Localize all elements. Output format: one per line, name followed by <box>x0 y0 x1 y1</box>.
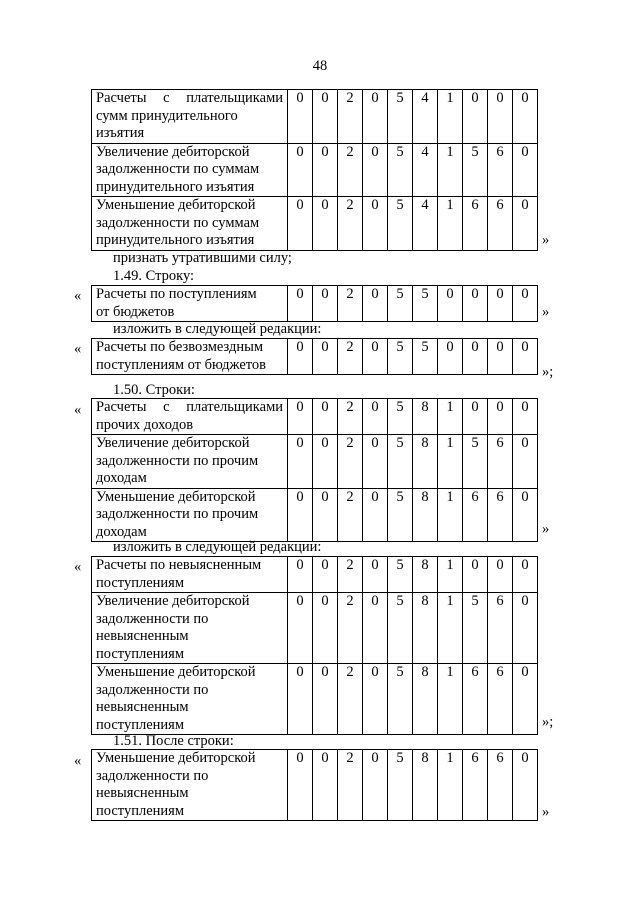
code-digit: 0 <box>288 664 313 735</box>
row-label-line: задолженности по прочим <box>96 506 259 522</box>
code-digit: 0 <box>313 557 338 593</box>
note-1-50: 1.50. Строки: <box>113 382 195 398</box>
code-digit: 0 <box>488 286 513 322</box>
code-digit: 5 <box>388 593 413 664</box>
open-quote-4: « <box>74 402 82 418</box>
code-digit: 0 <box>313 339 338 375</box>
code-digit: 0 <box>363 593 388 664</box>
code-table-2 <box>91 285 538 322</box>
code-digit: 6 <box>488 197 513 251</box>
row-label <box>92 664 288 735</box>
code-digit: 0 <box>438 339 463 375</box>
code-digit: 0 <box>513 143 538 197</box>
code-digit: 1 <box>438 750 463 821</box>
code-digit: 0 <box>488 90 513 144</box>
code-digit: 6 <box>488 593 513 664</box>
code-digit: 0 <box>313 593 338 664</box>
row-label-line: Увеличение дебиторской <box>96 435 250 451</box>
table-row <box>92 197 538 251</box>
table-row <box>92 143 538 197</box>
code-digit: 5 <box>388 435 413 489</box>
code-table-6 <box>91 749 538 821</box>
code-digit: 5 <box>388 339 413 375</box>
code-digit: 0 <box>363 90 388 144</box>
code-digit: 0 <box>513 488 538 542</box>
open-quote-2: « <box>74 288 82 304</box>
code-digit: 0 <box>363 399 388 435</box>
code-table-4 <box>91 398 538 542</box>
code-digit: 1 <box>438 557 463 593</box>
code-digit: 0 <box>313 286 338 322</box>
row-label-line: задолженности по <box>96 610 209 627</box>
code-digit: 5 <box>388 557 413 593</box>
code-digit: 6 <box>463 488 488 542</box>
code-digit: 0 <box>363 143 388 197</box>
row-label-line: задолженности по суммам <box>96 161 260 177</box>
page-number: 48 <box>312 58 328 74</box>
row-label-line: поступлениям <box>96 802 184 819</box>
code-digit: 0 <box>513 435 538 489</box>
code-table-5 <box>91 556 538 735</box>
row-label <box>92 750 288 821</box>
row-label-line: сумм принудительного <box>96 107 238 124</box>
code-digit: 0 <box>513 197 538 251</box>
note-new-edition-2: изложить в следующей редакции: <box>113 539 322 555</box>
open-quote-5: « <box>74 559 82 575</box>
code-digit: 0 <box>363 435 388 489</box>
row-label <box>92 399 288 435</box>
code-digit: 0 <box>363 750 388 821</box>
code-digit: 2 <box>338 399 363 435</box>
row-label-line: изъятия <box>96 125 145 141</box>
row-label-line: поступлениям от бюджетов <box>96 356 266 373</box>
code-digit: 5 <box>463 435 488 489</box>
code-digit: 4 <box>413 143 438 197</box>
row-label-line: поступлениям <box>96 716 184 733</box>
code-digit: 5 <box>388 664 413 735</box>
code-digit: 0 <box>513 90 538 144</box>
code-table-3 <box>91 338 538 375</box>
code-digit: 5 <box>388 399 413 435</box>
code-digit: 1 <box>438 90 463 144</box>
code-digit: 2 <box>338 339 363 375</box>
code-digit: 5 <box>463 143 488 197</box>
code-digit: 2 <box>338 286 363 322</box>
code-digit: 0 <box>513 286 538 322</box>
code-digit: 0 <box>513 750 538 821</box>
table-row <box>92 750 538 821</box>
code-digit: 2 <box>338 557 363 593</box>
close-quote-5: »; <box>542 714 554 730</box>
code-digit: 8 <box>413 750 438 821</box>
note-lost-force: признать утратившими силу; <box>113 250 292 266</box>
code-digit: 0 <box>288 197 313 251</box>
row-label-line: Расчеты по поступлениям <box>96 286 257 302</box>
code-digit: 0 <box>288 488 313 542</box>
row-label-line: принудительного изъятия <box>96 178 255 195</box>
code-digit: 0 <box>463 557 488 593</box>
code-digit: 1 <box>438 143 463 197</box>
row-label-line: невыясненным <box>96 699 189 715</box>
code-digit: 2 <box>338 143 363 197</box>
code-digit: 0 <box>313 399 338 435</box>
code-digit: 0 <box>513 339 538 375</box>
code-digit: 8 <box>413 435 438 489</box>
code-digit: 1 <box>438 435 463 489</box>
code-digit: 5 <box>388 488 413 542</box>
code-digit: 5 <box>388 750 413 821</box>
code-digit: 6 <box>488 435 513 489</box>
code-digit: 8 <box>413 593 438 664</box>
code-digit: 0 <box>288 557 313 593</box>
row-label-line: Уменьшение дебиторской <box>96 488 256 505</box>
row-label-line: задолженности по суммам <box>96 214 260 231</box>
code-digit: 0 <box>513 664 538 735</box>
row-label-line: поступлениям <box>96 574 184 591</box>
code-digit: 6 <box>488 750 513 821</box>
table-row <box>92 557 538 593</box>
code-digit: 0 <box>288 435 313 489</box>
close-quote-3: »; <box>542 364 554 380</box>
code-digit: 2 <box>338 90 363 144</box>
code-digit: 2 <box>338 488 363 542</box>
code-digit: 5 <box>388 143 413 197</box>
table-row <box>92 90 538 144</box>
code-digit: 8 <box>413 488 438 542</box>
code-digit: 6 <box>463 197 488 251</box>
code-digit: 0 <box>363 664 388 735</box>
open-quote-3: « <box>74 341 82 357</box>
row-label-line: доходам <box>96 470 147 486</box>
code-digit: 6 <box>463 664 488 735</box>
code-digit: 6 <box>488 143 513 197</box>
row-label-line: Уменьшение дебиторской <box>96 750 256 766</box>
code-digit: 0 <box>288 750 313 821</box>
table-row <box>92 286 538 322</box>
code-digit: 5 <box>388 286 413 322</box>
code-digit: 8 <box>413 557 438 593</box>
row-label-line: принудительного изъятия <box>96 232 255 248</box>
row-label-line: Увеличение дебиторской <box>96 593 250 609</box>
code-digit: 0 <box>463 90 488 144</box>
row-label <box>92 143 288 197</box>
code-digit: 0 <box>513 399 538 435</box>
close-quote-4: » <box>542 521 550 537</box>
row-label <box>92 286 288 322</box>
code-digit: 5 <box>463 593 488 664</box>
code-table-1 <box>91 89 538 251</box>
close-quote-1: » <box>542 232 550 248</box>
code-digit: 0 <box>288 399 313 435</box>
row-label <box>92 488 288 542</box>
code-digit: 0 <box>488 399 513 435</box>
code-digit: 6 <box>488 488 513 542</box>
close-quote-6: » <box>542 804 550 820</box>
code-digit: 0 <box>363 339 388 375</box>
table-row <box>92 593 538 664</box>
code-digit: 0 <box>288 143 313 197</box>
code-digit: 0 <box>288 593 313 664</box>
code-digit: 0 <box>313 664 338 735</box>
row-label-line: задолженности по <box>96 767 209 784</box>
row-label-line: Расчеты с плательщиками <box>96 90 283 106</box>
row-label-line: задолженности по прочим <box>96 452 259 469</box>
code-digit: 0 <box>363 488 388 542</box>
code-digit: 0 <box>288 339 313 375</box>
code-digit: 0 <box>438 286 463 322</box>
row-label-line: поступлениям <box>96 645 184 662</box>
code-digit: 0 <box>488 557 513 593</box>
open-quote-6: « <box>74 753 82 769</box>
row-label-line: Уменьшение дебиторской <box>96 664 256 680</box>
code-digit: 0 <box>488 339 513 375</box>
code-digit: 0 <box>463 286 488 322</box>
code-digit: 0 <box>463 399 488 435</box>
code-digit: 1 <box>438 399 463 435</box>
row-label <box>92 339 288 375</box>
row-label-line: невыясненным <box>96 785 189 801</box>
code-digit: 0 <box>313 488 338 542</box>
row-label-line: Расчеты по безвозмездным <box>96 339 264 355</box>
close-quote-2: » <box>542 304 550 320</box>
table-row <box>92 664 538 735</box>
code-digit: 4 <box>413 90 438 144</box>
code-digit: 1 <box>438 664 463 735</box>
row-label <box>92 557 288 593</box>
code-digit: 0 <box>313 197 338 251</box>
code-digit: 0 <box>463 339 488 375</box>
row-label-line: Уменьшение дебиторской <box>96 197 256 213</box>
code-digit: 6 <box>488 664 513 735</box>
code-digit: 5 <box>388 197 413 251</box>
code-digit: 0 <box>513 593 538 664</box>
code-digit: 1 <box>438 593 463 664</box>
code-digit: 0 <box>313 90 338 144</box>
table-row <box>92 435 538 489</box>
code-digit: 0 <box>313 750 338 821</box>
code-digit: 5 <box>413 339 438 375</box>
code-digit: 5 <box>413 286 438 322</box>
code-digit: 0 <box>363 286 388 322</box>
row-label-line: невыясненным <box>96 628 189 644</box>
code-digit: 8 <box>413 399 438 435</box>
code-digit: 2 <box>338 197 363 251</box>
row-label <box>92 197 288 251</box>
note-1-51: 1.51. После строки: <box>113 733 234 749</box>
row-label <box>92 435 288 489</box>
code-digit: 0 <box>288 90 313 144</box>
code-digit: 8 <box>413 664 438 735</box>
row-label-line: задолженности по <box>96 681 209 698</box>
code-digit: 4 <box>413 197 438 251</box>
code-digit: 2 <box>338 664 363 735</box>
code-digit: 6 <box>463 750 488 821</box>
code-digit: 0 <box>313 435 338 489</box>
table-row <box>92 399 538 435</box>
note-1-49: 1.49. Строку: <box>113 268 195 284</box>
code-digit: 2 <box>338 750 363 821</box>
row-label-line: прочих доходов <box>96 416 194 433</box>
table-row <box>92 488 538 542</box>
code-digit: 0 <box>313 143 338 197</box>
row-label-line: Увеличение дебиторской <box>96 143 250 160</box>
code-digit: 0 <box>363 197 388 251</box>
code-digit: 5 <box>388 90 413 144</box>
row-label-line: от бюджетов <box>96 303 175 320</box>
code-digit: 0 <box>513 557 538 593</box>
code-digit: 2 <box>338 435 363 489</box>
row-label-line: доходам <box>96 523 147 540</box>
code-digit: 1 <box>438 197 463 251</box>
code-digit: 0 <box>288 286 313 322</box>
row-label-line: Расчеты по невыясненным <box>96 557 262 573</box>
note-new-edition-1: изложить в следующей редакции: <box>113 321 322 337</box>
code-digit: 2 <box>338 593 363 664</box>
table-row <box>92 339 538 375</box>
row-label <box>92 90 288 144</box>
row-label <box>92 593 288 664</box>
code-digit: 0 <box>363 557 388 593</box>
row-label-line: Расчеты с плательщиками <box>96 399 283 415</box>
code-digit: 1 <box>438 488 463 542</box>
